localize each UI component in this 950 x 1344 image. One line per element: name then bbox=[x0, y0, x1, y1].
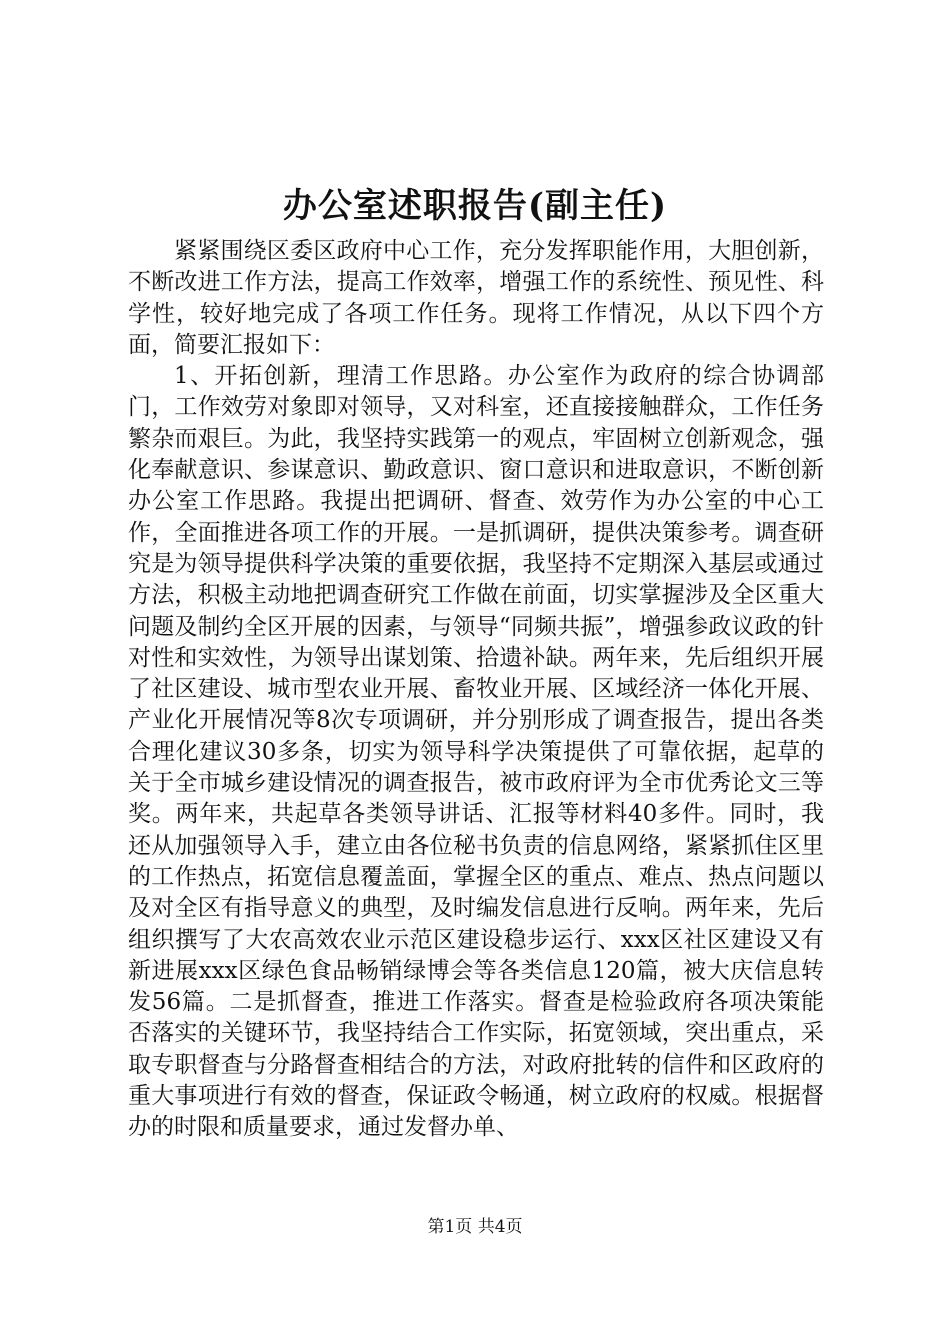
document-title: 办公室述职报告(副主任) bbox=[282, 186, 668, 226]
page-footer: 第1页 共4页 bbox=[427, 1217, 523, 1237]
paragraph-intro: 紧紧围绕区委区政府中心工作，充分发挥职能作用，大胆创新，不断改进工作方法，提高工作效率，增强工作的系统性、预见性、科学性，较好地完成了各项工作任务。现将工作情况，从以下四个方面，简要汇报如下： bbox=[128, 238, 824, 358]
document-body bbox=[128, 236, 870, 1144]
paragraph-section-1: 1、开拓创新，理清工作思路。办公室作为政府的综合协调部门，工作效劳对象即对领导，又对科室，还直接接触群众，工作任务繁杂而艰巨。为此，我坚持实践第一的观点，牢固树立创新观念，强化奉献意识、参谋意识、勤政意识、窗口意识和进取意识，不断创新办公室工作思路。我提出把调研、督查、效劳作为办公室的中心工作，全面推进各项工作的开展。一是抓调研，提供决策参考。调查研究是为领导提供科学决策的重要依据，我坚持不定期深入基层或通过 方法，积极主动地把调查研究工作做在前面，切实掌握涉及全区重大问题及制约全区开展的因素，与领导“同频共振”，增强参政议政的针对性和实效性，为领导出谋划策、拾遗补缺。两年来，先后组织开展了社区建设、城市型农业开展、畜牧业开展、区域经济一体化开展、产业化开展情况等8次专项调研，并分别形成了调查报告，提出各类合理化建议30多条，切实为领导科学决策提供了可靠依据，起草的关于全市城乡建设情况的调查报告，被市政府评为全市优秀论文三等奖。两年来，共起草各类领导讲话、汇报等材料40多件。同时，我还从加强领导入手，建立由各位秘书负责的信息网络，紧紧抓住区里的工作热点，拓宽信息覆盖面，掌握全区的重点、难点、热点问题以及对全区有指导意义的典型，及时编发信息进行反响。两年来，先后组织撰写了大农高效农业示范区建设稳步运行、xxx区社区建设又有新进展xxx区绿色食品畅销绿博会等各类信息120篇，被大庆信息转发56篇。二是抓督查，推进工作落实。督查是检验政府各项决策能否落实的关键环节，我坚持结合工作实际，拓宽领域，突出重点，采取专职督查与分路督查相结合的方法，对政府批转的信件和区政府的重大事项进行有效的督查，保证政令畅通，树立政府的权威。根据督办的时限和质量要求，通过发督办单、 bbox=[128, 363, 870, 1141]
